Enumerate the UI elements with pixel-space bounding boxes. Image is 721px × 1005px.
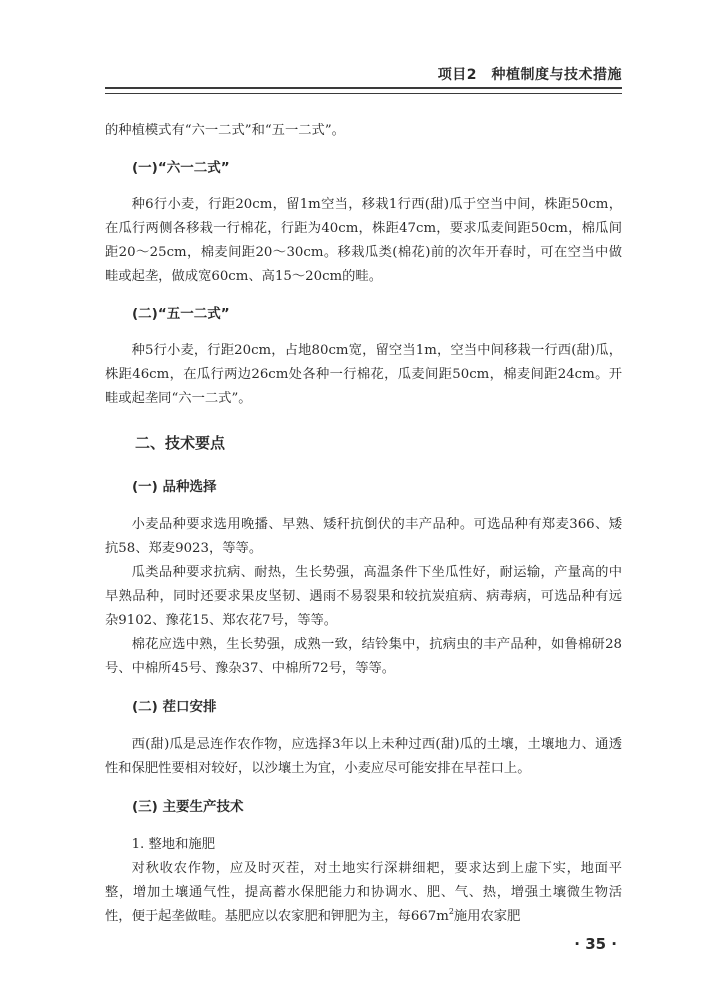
paragraph-intro: 的种植模式有“六一二式”和“五一二式”。 — [105, 123, 345, 138]
header-rule-thin — [105, 93, 622, 94]
heading-stubble-arrangement: (二) 茬口安排 — [132, 699, 217, 715]
paragraph-cotton-variety: 棉花应选中熟，生长势强，成熟一致，结铃集中，抗病虫的丰产品种，如鲁棉研28号、中棉所45号、豫杂37、中棉所72号，等等。 — [105, 637, 622, 676]
heading-production-technique: (三) 主要生产技术 — [132, 799, 244, 815]
paragraph-stubble: 西(甜)瓜是忌连作农作物，应选择3年以上未种过西(甜)瓜的土壤，土壤地力、通透性和保肥性要相对较好，以沙壤土为宜，小麦应尽可能安排在早茬口上。 — [105, 737, 622, 776]
square-meter-superscript: 2 — [448, 907, 454, 916]
paragraph-land-prep — [105, 857, 622, 929]
page-body — [105, 119, 622, 929]
paragraph-wheat-variety: 小麦品种要求选用晚播、早熟、矮秆抗倒伏的丰产品种。可选品种有郑麦366、矮抗58、郑麦9023，等等。 — [105, 517, 622, 556]
heading-variety-selection: (一) 品种选择 — [132, 479, 217, 495]
paragraph-wu-yi-er: 种5行小麦，行距20cm，占地80cm宽，留空当1m，空当中间移栽一行西(甜)瓜，株距46cm，在瓜行两边26cm处各种一行棉花，瓜麦间距50cm，棉麦间距24cm。开畦或起垄同“六一二式”。 — [105, 343, 622, 406]
page-number: · 35 · — [574, 935, 617, 953]
land-prep-text-a: 对秋收农作物，应及时灭茬，对土地实行深耕细耙，要求达到上虚下实，地面平整，增加土壤通气性，提高蓄水保肥能力和协调水、肥、气、热，增强土壤微生物活性，便于起垄做畦。基肥应以农家肥和钾肥为主，每667m — [105, 861, 622, 924]
running-header: 项目2 种植制度与技术措施 — [437, 67, 622, 83]
header-rule-thick — [105, 87, 622, 89]
subheading-land-prep: 1. 整地和施肥 — [131, 837, 215, 852]
heading-liu-yi-er: (一)“六一二式” — [132, 160, 230, 176]
paragraph-liu-yi-er: 种6行小麦，行距20cm，留1m空当，移栽1行西(甜)瓜于空当中间，株距50cm，在瓜行两侧各移栽一行棉花，行距为40cm，株距47cm，要求瓜麦间距50cm，棉瓜间距20～25cm，棉麦间距20～30cm。移栽瓜类(棉花)前的次年开春时，可在空当中做畦或起垄，做成宽60cm、高15～20cm的畦。 — [105, 197, 622, 284]
paragraph-melon-variety: 瓜类品种要求抗病、耐热，生长势强，高温条件下坐瓜性好，耐运输，产量高的中早熟品种，同时还要求果皮坚韧、遇雨不易裂果和较抗炭疽病、病毒病，可选品种有远杂9102、豫花15、郑农花7号，等等。 — [105, 565, 622, 628]
heading-wu-yi-er: (二)“五一二式” — [132, 306, 230, 322]
land-prep-text-b: 施用农家肥 — [453, 909, 521, 924]
section-heading-technique: 二、技术要点 — [135, 434, 226, 452]
